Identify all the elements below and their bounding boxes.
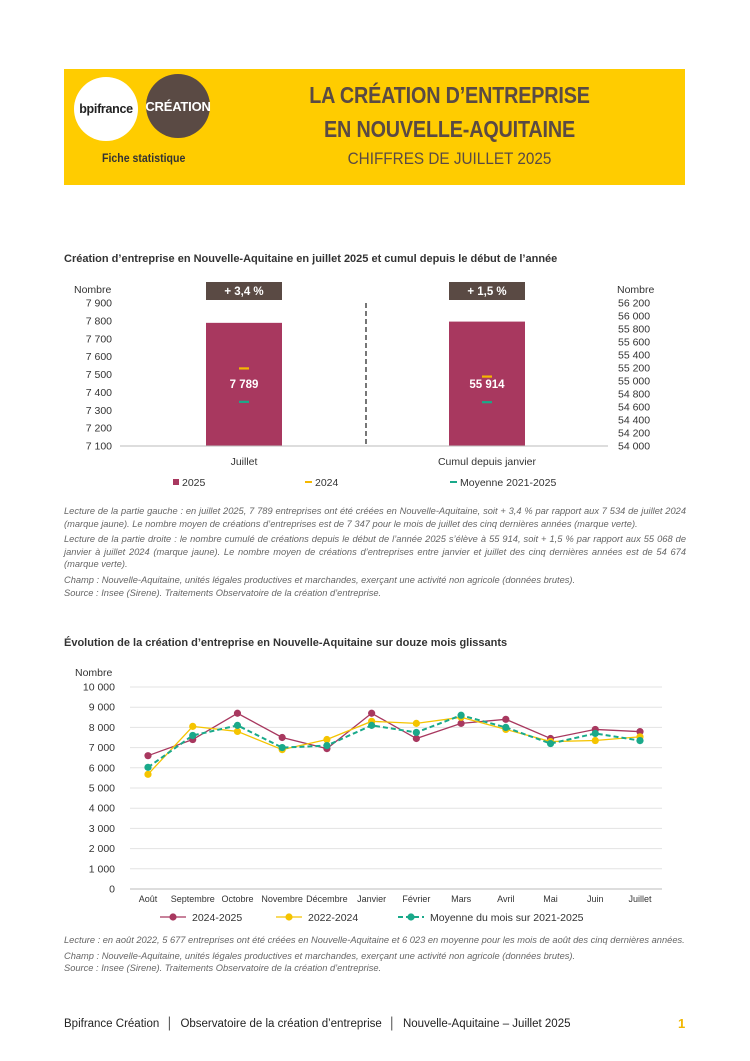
axis-label-y: Nombre <box>75 667 113 679</box>
axis-label-right: Nombre <box>617 284 655 296</box>
y-tick-label: 8 000 <box>88 721 115 734</box>
y-tick-right: 55 800 <box>618 323 651 336</box>
x-tick-label: Octobre <box>221 894 254 904</box>
x-tick-label: Juin <box>587 894 604 904</box>
x-tick-label: Février <box>402 894 431 904</box>
legend-marker-dot <box>169 913 176 920</box>
change-badge-label: + 3,4 % <box>224 286 264 298</box>
data-point <box>144 771 151 778</box>
data-point <box>413 729 420 736</box>
creation-logo-text: CRÉATION <box>145 98 211 114</box>
y-tick-right: 56 000 <box>618 310 651 323</box>
chart2-champ: Champ : Nouvelle-Aquitaine, unités légales productives et marchandes, exerçant une activité non agricole (données brutes). <box>64 950 576 961</box>
y-tick-right: 54 600 <box>618 401 651 414</box>
data-point <box>234 722 241 729</box>
y-tick-left: 7 100 <box>85 440 112 453</box>
footer-separator: │ <box>166 1018 174 1030</box>
data-point <box>592 730 599 737</box>
y-tick-label: 3 000 <box>88 822 115 835</box>
y-tick-label: 5 000 <box>88 782 115 795</box>
chart1-notes <box>64 505 686 599</box>
bar-value-label: 7 789 <box>229 379 259 391</box>
y-tick-right: 55 400 <box>618 349 651 362</box>
y-tick-right: 55 000 <box>618 375 651 388</box>
y-tick-label: 9 000 <box>88 701 115 714</box>
change-badge-label: + 1,5 % <box>467 286 507 298</box>
data-point <box>592 737 599 744</box>
y-tick-right: 54 400 <box>618 414 651 427</box>
legend-label: Moyenne du mois sur 2021-2025 <box>430 912 584 924</box>
x-category-label: Cumul depuis janvier <box>437 456 537 468</box>
data-point <box>413 720 420 727</box>
y-tick-left: 7 600 <box>85 351 112 364</box>
chart1-bar-chart <box>60 278 690 496</box>
y-tick-right: 55 200 <box>618 362 651 375</box>
y-tick-right: 54 800 <box>618 388 651 401</box>
axis-label-left: Nombre <box>74 284 112 296</box>
y-tick-label: 7 000 <box>88 742 115 755</box>
y-tick-left: 7 400 <box>85 386 112 399</box>
x-tick-label: Septembre <box>170 894 215 904</box>
y-tick-left: 7 900 <box>85 297 112 310</box>
footer-region-date: Nouvelle-Aquitaine – Juillet 2025 <box>402 1018 571 1030</box>
chart2-notes <box>64 934 686 975</box>
legend-label: 2022-2024 <box>308 912 359 924</box>
y-tick-label: 6 000 <box>88 762 115 775</box>
footer-separator: │ <box>388 1018 396 1030</box>
page-subtitle: CHIFFRES DE JUILLET 2025 <box>347 149 552 168</box>
x-category-label: Juillet <box>230 456 258 468</box>
y-tick-right: 54 000 <box>618 440 651 453</box>
bar-value-label: 55 914 <box>469 379 505 391</box>
data-point <box>144 752 151 759</box>
page-number: 1 <box>678 1016 686 1031</box>
chart1-source: Source : Insee (Sirene). Traitements Observatoire de la création d’entreprise. <box>64 587 382 598</box>
data-point <box>502 724 509 731</box>
chart1-champ: Champ : Nouvelle-Aquitaine, unités légales productives et marchandes, exerçant une activité non agricole (données brutes). <box>64 574 576 585</box>
x-tick-label: Avril <box>497 894 515 904</box>
y-tick-left: 7 300 <box>85 404 112 417</box>
chart1-title: Création d’entreprise en Nouvelle-Aquitaine en juillet 2025 et cumul depuis le début de l’année <box>64 253 558 265</box>
data-point <box>502 716 509 723</box>
y-tick-label: 4 000 <box>88 802 115 815</box>
chart2-title: Évolution de la création d’entreprise en Nouvelle-Aquitaine sur douze mois glissants <box>64 637 508 649</box>
data-point <box>636 737 643 744</box>
x-tick-label: Novembre <box>261 894 303 904</box>
y-tick-label: 0 <box>109 883 115 896</box>
creation-logo <box>146 74 210 138</box>
bpifrance-logo-text: bpifrance <box>79 102 133 116</box>
chart1-lecture-right: Lecture de la partie droite : le nombre cumulé de créations depuis le début de l’année 2025 s’élève à 55 914, soit + 1,5 % par rapport aux 55 068 de janvier à juillet 2024 (marque jaune). Le nombre moyen de créations d’entreprises entre janvier et juillet des cinq dernières années est de 54 674 (marque verte). <box>64 534 686 570</box>
data-point <box>368 710 375 717</box>
page-title-line2: EN NOUVELLE-AQUITAINE <box>324 116 575 142</box>
chart2-line-chart <box>60 662 690 930</box>
bpifrance-logo <box>74 77 138 141</box>
page-title-line1: LA CRÉATION D’ENTREPRISE <box>309 82 590 108</box>
series-line <box>148 713 640 755</box>
data-point <box>457 712 464 719</box>
data-point <box>234 710 241 717</box>
footer-observatoire: Observatoire de la création d’entreprise <box>180 1018 382 1030</box>
legend-label: Moyenne 2021-2025 <box>460 477 557 489</box>
chart2-source: Source : Insee (Sirene). Traitements Observatoire de la création d’entreprise. <box>64 963 382 974</box>
x-tick-label: Mars <box>451 894 472 904</box>
y-tick-left: 7 700 <box>85 333 112 346</box>
x-tick-label: Août <box>138 894 158 904</box>
y-tick-right: 54 200 <box>618 427 651 440</box>
y-tick-label: 10 000 <box>82 681 115 694</box>
data-point <box>189 732 196 739</box>
data-point <box>189 723 196 730</box>
x-tick-label: Décembre <box>306 894 348 904</box>
legend-label: 2024 <box>315 477 339 489</box>
y-tick-left: 7 200 <box>85 422 112 435</box>
data-point <box>323 742 330 749</box>
data-point <box>279 734 286 741</box>
chart2-lecture: Lecture : en août 2022, 5 677 entreprises ont été créées en Nouvelle-Aquitaine et 6 023 en moyenne pour les mois de août des cinq dernières années. <box>64 935 685 945</box>
legend-marker-dot <box>407 913 414 920</box>
data-point <box>144 764 151 771</box>
y-tick-left: 7 500 <box>85 369 112 381</box>
fiche-label: Fiche statistique <box>102 151 186 165</box>
legend-label: 2025 <box>182 477 206 489</box>
footer-org: Bpifrance Création <box>64 1018 160 1030</box>
legend-label: 2024-2025 <box>192 912 243 924</box>
y-tick-left: 7 800 <box>85 315 112 328</box>
y-tick-label: 2 000 <box>88 843 115 856</box>
header-banner <box>64 69 685 185</box>
chart1-lecture-left: Lecture de la partie gauche : en juillet 2025, 7 789 entreprises ont été créées en Nouvelle-Aquitaine, soit + 3,4 % par rapport aux 7 534 de juillet 2024 (marque jaune). Le nombre moyen de créations d’entreprises est de 7 347 pour le mois de juillet des cinq dernières années (marque verte). <box>64 506 686 529</box>
legend-marker-dot <box>285 913 292 920</box>
x-tick-label: Mai <box>543 894 558 904</box>
data-point <box>279 744 286 751</box>
y-tick-right: 56 200 <box>618 297 651 310</box>
y-tick-label: 1 000 <box>88 863 115 876</box>
legend-marker <box>173 479 179 485</box>
x-tick-label: Janvier <box>357 894 387 904</box>
y-tick-right: 55 600 <box>618 336 651 349</box>
data-point <box>368 722 375 729</box>
data-point <box>547 740 554 747</box>
x-tick-label: Juillet <box>628 894 652 904</box>
footer <box>64 1018 570 1030</box>
